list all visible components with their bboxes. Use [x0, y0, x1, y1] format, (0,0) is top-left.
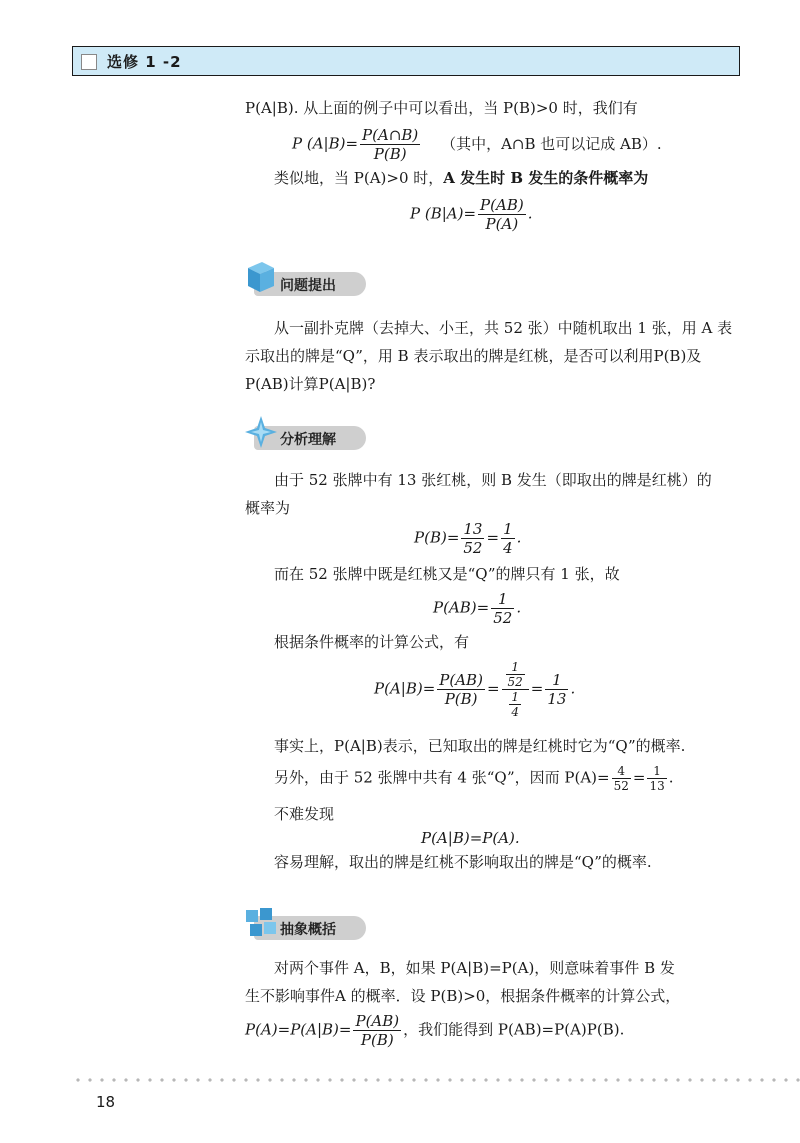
- paragraph-line: P(AB)计算P(A|B)?: [245, 375, 376, 393]
- paragraph-line: 类似地，当 P(A)>0 时，A 发生时 B 发生的条件概率为: [274, 169, 649, 187]
- section-badge-question: [244, 260, 364, 294]
- formula-conditional-ab: P (A|B)= $\frac{P(A\cap B)}{P(B)}$ （其中，A∩B 也可以记成 AB）.: [292, 126, 662, 163]
- formula-conditional-ba: P (B|A)= $\frac{P(AB)}{P(A)}$ .: [410, 196, 533, 233]
- paragraph-line: 不难发现: [274, 805, 335, 823]
- section-title: 问题提出: [280, 278, 336, 294]
- paragraph-line: 事实上，P(A|B)表示，已知取出的牌是红桃时它为“Q”的概率.: [274, 737, 686, 755]
- section-badge-abstract: [244, 904, 364, 938]
- paragraph-line: 而在 52 张牌中既是红桃又是“Q”的牌只有 1 张，故: [274, 565, 620, 583]
- header-square-icon: [81, 54, 97, 70]
- paragraph-line: P(A|B). 从上面的例子中可以看出，当 P(B)>0 时，我们有: [245, 99, 638, 117]
- chapter-title: 选修 1 -2: [107, 53, 182, 71]
- paragraph-line: 对两个事件 A，B，如果 P(A|B)=P(A)，则意味着事件 B 发: [274, 959, 675, 977]
- paragraph-line: 另外，由于 52 张牌中共有 4 张“Q”，因而 P(A)= $\frac{4}{52}$ = $\frac{1}{13}$ .: [274, 764, 674, 793]
- formula-independence: P(A|B)=P(A).: [421, 829, 520, 847]
- page-number: 18: [96, 1093, 116, 1111]
- footer-divider: [72, 1078, 800, 1082]
- paragraph-line: 概率为: [245, 499, 291, 517]
- paragraph-line: 示取出的牌是“Q”，用 B 表示取出的牌是红桃，是否可以利用P(B)及: [245, 347, 702, 365]
- section-badge-analysis: [244, 414, 364, 448]
- section-title: 分析理解: [280, 432, 336, 448]
- paragraph-line: 由于 52 张牌中有 13 张红桃，则 B 发生（即取出的牌是红桃）的: [274, 471, 712, 489]
- paragraph-line: P(A)=P(A|B)= $\frac{P(AB)}{P(B)}$ ，我们能得到 P(AB)=P(A)P(B).: [245, 1012, 625, 1049]
- cube-icon: [244, 260, 278, 296]
- paragraph-line: 从一副扑克牌（去掉大、小王，共 52 张）中随机取出 1 张，用 A 表: [274, 319, 733, 337]
- paragraph-line: 根据条件概率的计算公式，有: [274, 633, 470, 651]
- blocks-icon: [244, 904, 278, 940]
- chapter-header: [72, 46, 740, 76]
- paragraph-line: 生不影响事件A 的概率．设 P(B)>0，根据条件概率的计算公式，: [245, 987, 681, 1005]
- formula-conditional-calc: P(A|B)= $\frac{P(AB)}{P(B)}$ = $\frac{\frac{1}{52}}{\frac{1}{4}}$ = $\frac{1}{13}$ .: [374, 660, 576, 719]
- star-icon: [244, 414, 278, 450]
- formula-prob-b: P(B)= $\frac{13}{52}$ = $\frac{1}{4}$ .: [414, 520, 522, 557]
- paragraph-line: 容易理解，取出的牌是红桃不影响取出的牌是“Q”的概率.: [274, 853, 652, 871]
- formula-prob-ab: P(AB)= $\frac{1}{52}$ .: [433, 590, 522, 627]
- section-title: 抽象概括: [280, 922, 336, 938]
